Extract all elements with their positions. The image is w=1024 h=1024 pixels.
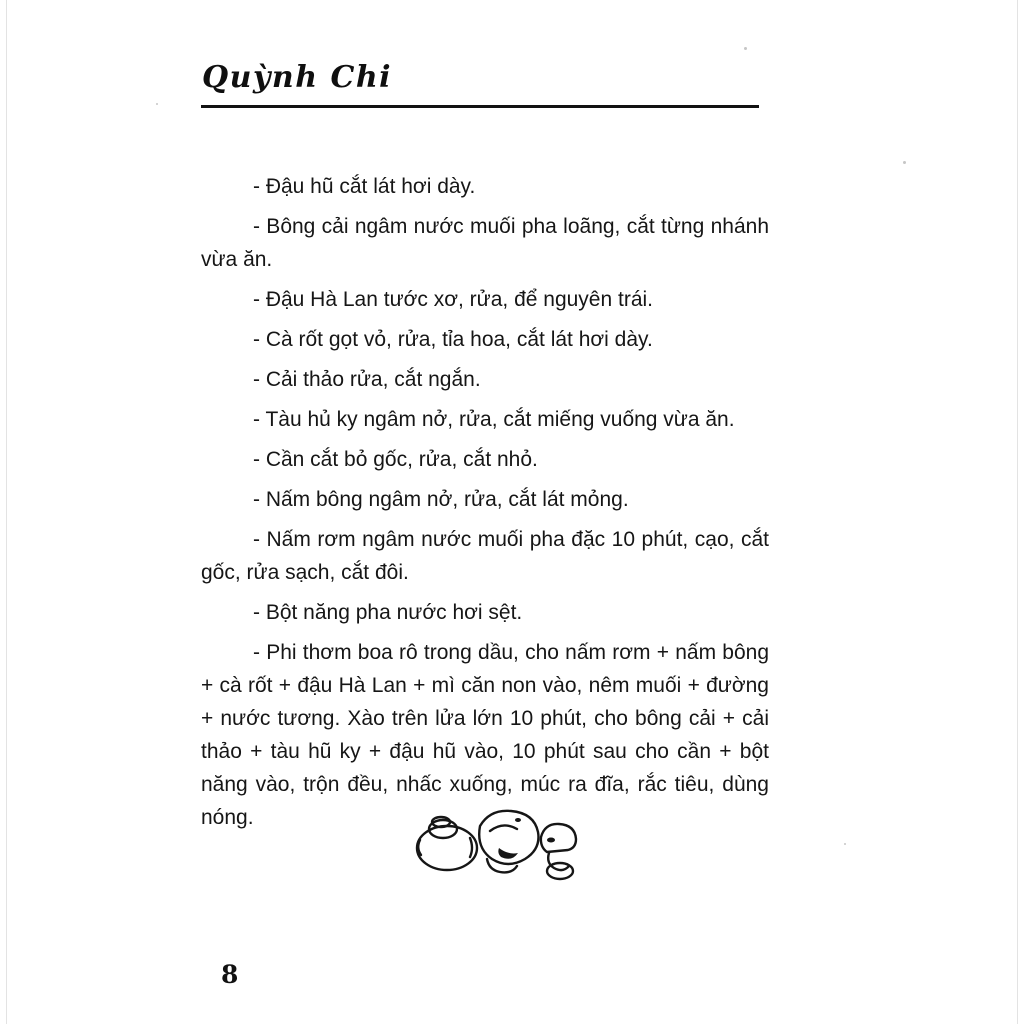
mushroom-illustration [400, 788, 595, 888]
recipe-step: - Cải thảo rửa, cắt ngắn. [253, 368, 481, 391]
recipe-step: - Phi thơm boa rô trong dầu, cho nấm rơm + nấm bông + cà rốt + đậu Hà Lan + mì căn non vào, nêm muối + đường + nước tương. Xào trên lửa lớn 10 phút, cho bông cải + cải thảo + tàu hũ ky + đậu hũ vào, 10 phút sau cho cần + bột năng vào, trộn đều, nhấc xuống, múc ra đĩa, rắc tiêu, dùng nóng. [201, 641, 769, 829]
scan-speck [744, 47, 747, 50]
recipe-step: - Tàu hủ ky ngâm nở, rửa, cắt miếng vuống vừa ăn. [253, 408, 735, 431]
mushroom-drawing [400, 788, 595, 888]
recipe-step: - Cần cắt bỏ gốc, rửa, cắt nhỏ. [253, 448, 538, 471]
recipe-step: - Nấm bông ngâm nở, rửa, cắt lát mỏng. [253, 488, 629, 511]
recipe-step: - Nấm rơm ngâm nước muối pha đặc 10 phút, cạo, cắt gốc, rửa sạch, cắt đôi. [201, 528, 769, 584]
scan-speck [903, 161, 906, 164]
recipe-instructions [201, 170, 769, 841]
scan-edge-right [1017, 0, 1018, 1024]
header-rule [201, 105, 759, 108]
scan-speck [844, 843, 846, 845]
author-name: Quỳnh Chi [202, 60, 393, 95]
scan-speck [156, 103, 158, 105]
recipe-step: - Đậu Hà Lan tước xơ, rửa, để nguyên trái. [253, 288, 654, 311]
recipe-step: - Bông cải ngâm nước muối pha loãng, cắt từng nhánh vừa ăn. [201, 215, 769, 271]
page-number: 8 [221, 960, 239, 989]
recipe-step: - Cà rốt gọt vỏ, rửa, tỉa hoa, cắt lát hơi dày. [253, 328, 653, 351]
recipe-step: - Bột năng pha nước hơi sệt. [253, 601, 523, 624]
recipe-step: - Đậu hũ cắt lát hơi dày. [253, 175, 476, 198]
scan-edge-left [6, 0, 7, 1024]
